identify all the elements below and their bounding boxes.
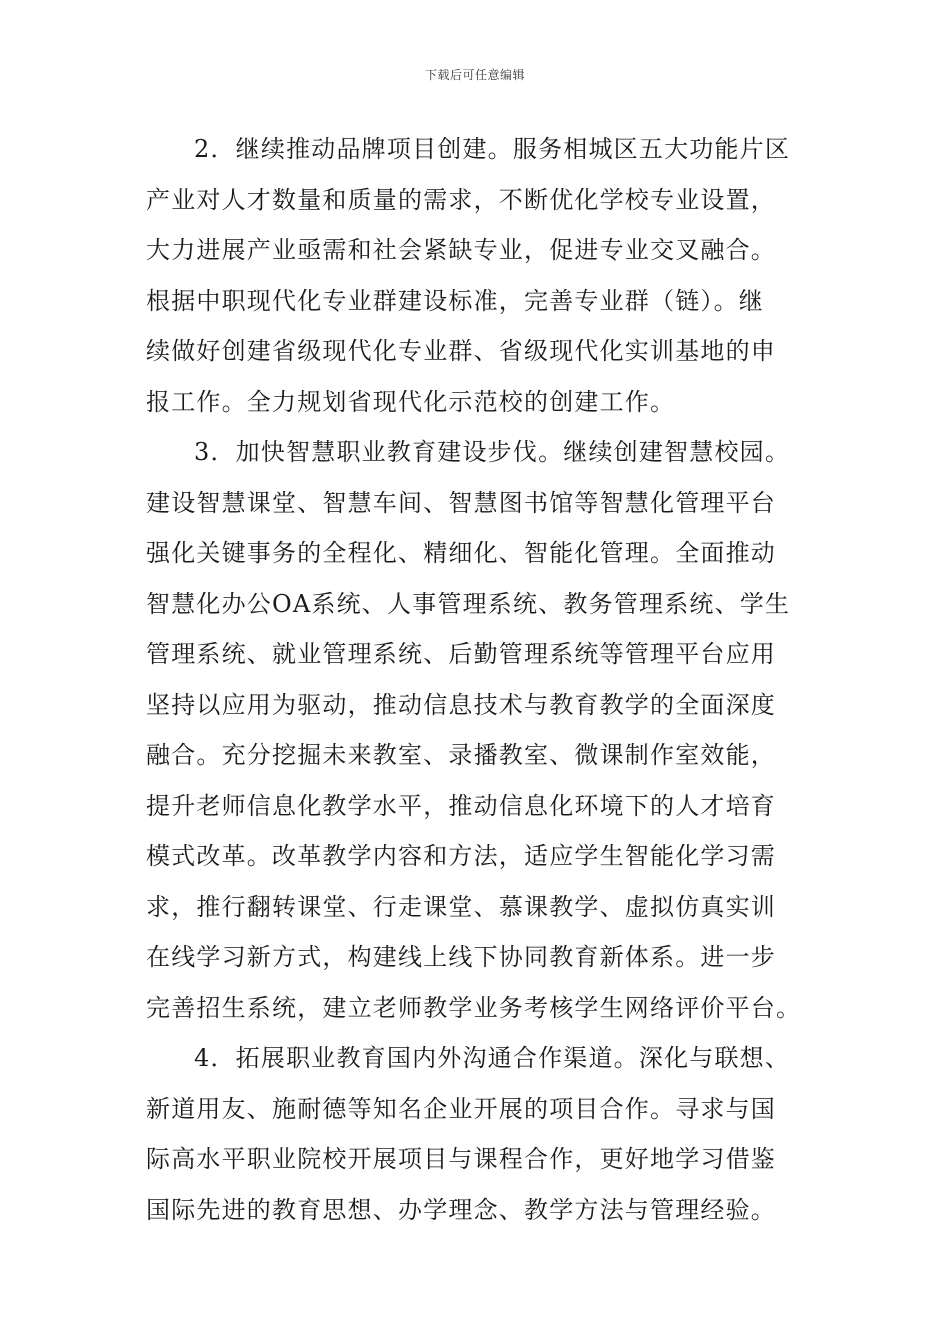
text-line: 产业对人才数量和质量的需求，不断优化学校专业设置，: [146, 185, 776, 214]
paragraph-international-cooperation: [146, 1033, 806, 1235]
text-line: 国际先进的教育思想、办学理念、教学方法与管理经验。: [146, 1195, 776, 1224]
text-line: 在线学习新方式，构建线上线下协同教育新体系。进一步: [146, 943, 776, 971]
text-line: 管理系统、就业管理系统、后勤管理系统等管理平台应用: [146, 640, 776, 668]
text-line: 智慧化办公OA系统、人事管理系统、教务管理系统、学生: [146, 589, 791, 618]
text-line: 强化关键事务的全程化、精细化、智能化管理。全面推动: [146, 539, 776, 567]
document-body: [146, 124, 806, 1235]
text-line: 提升老师信息化教学水平，推动信息化环境下的人才培育: [146, 791, 776, 820]
text-line: 3．加快智慧职业教育建设步伐。继续创建智慧校园。: [194, 438, 791, 466]
text-line: 报工作。全力规划省现代化示范校的创建工作。: [146, 387, 676, 416]
header-note: 下载后可任意编辑: [424, 68, 525, 82]
text-line: 完善招生系统，建立老师教学业务考核学生网络评价平台。: [146, 993, 802, 1022]
text-line: 大力进展产业亟需和社会紧缺专业，促进专业交叉融合。: [146, 236, 776, 264]
paragraph-smart-education: [146, 427, 806, 1033]
text-line: 续做好创建省级现代化专业群、省级现代化实训基地的申: [146, 337, 776, 365]
text-line: 4．拓展职业教育国内外沟通合作渠道。深化与联想、: [194, 1044, 791, 1072]
text-line: 际高水平职业院校开展项目与课程合作，更好地学习借鉴: [146, 1145, 776, 1173]
text-line: 新道用友、施耐德等知名企业开展的项目合作。寻求与国: [146, 1094, 776, 1123]
text-line: 根据中职现代化专业群建设标准，完善专业群（链）。继: [146, 286, 764, 315]
text-line: 坚持以应用为驱动，推动信息技术与教育教学的全面深度: [146, 690, 776, 719]
text-line: 求，推行翻转课堂、行走课堂、慕课教学、虚拟仿真实训: [146, 892, 776, 921]
text-line: 建设智慧课堂、智慧车间、智慧图书馆等智慧化管理平台: [146, 488, 776, 517]
text-line: 模式改革。改革教学内容和方法，适应学生智能化学习需: [146, 842, 776, 870]
text-line: 融合。充分挖掘未来教室、录播教室、微课制作室效能，: [146, 741, 776, 769]
text-line: 2．继续推动品牌项目创建。服务相城区五大功能片区: [194, 135, 791, 163]
paragraph-brand-projects: [146, 124, 806, 427]
